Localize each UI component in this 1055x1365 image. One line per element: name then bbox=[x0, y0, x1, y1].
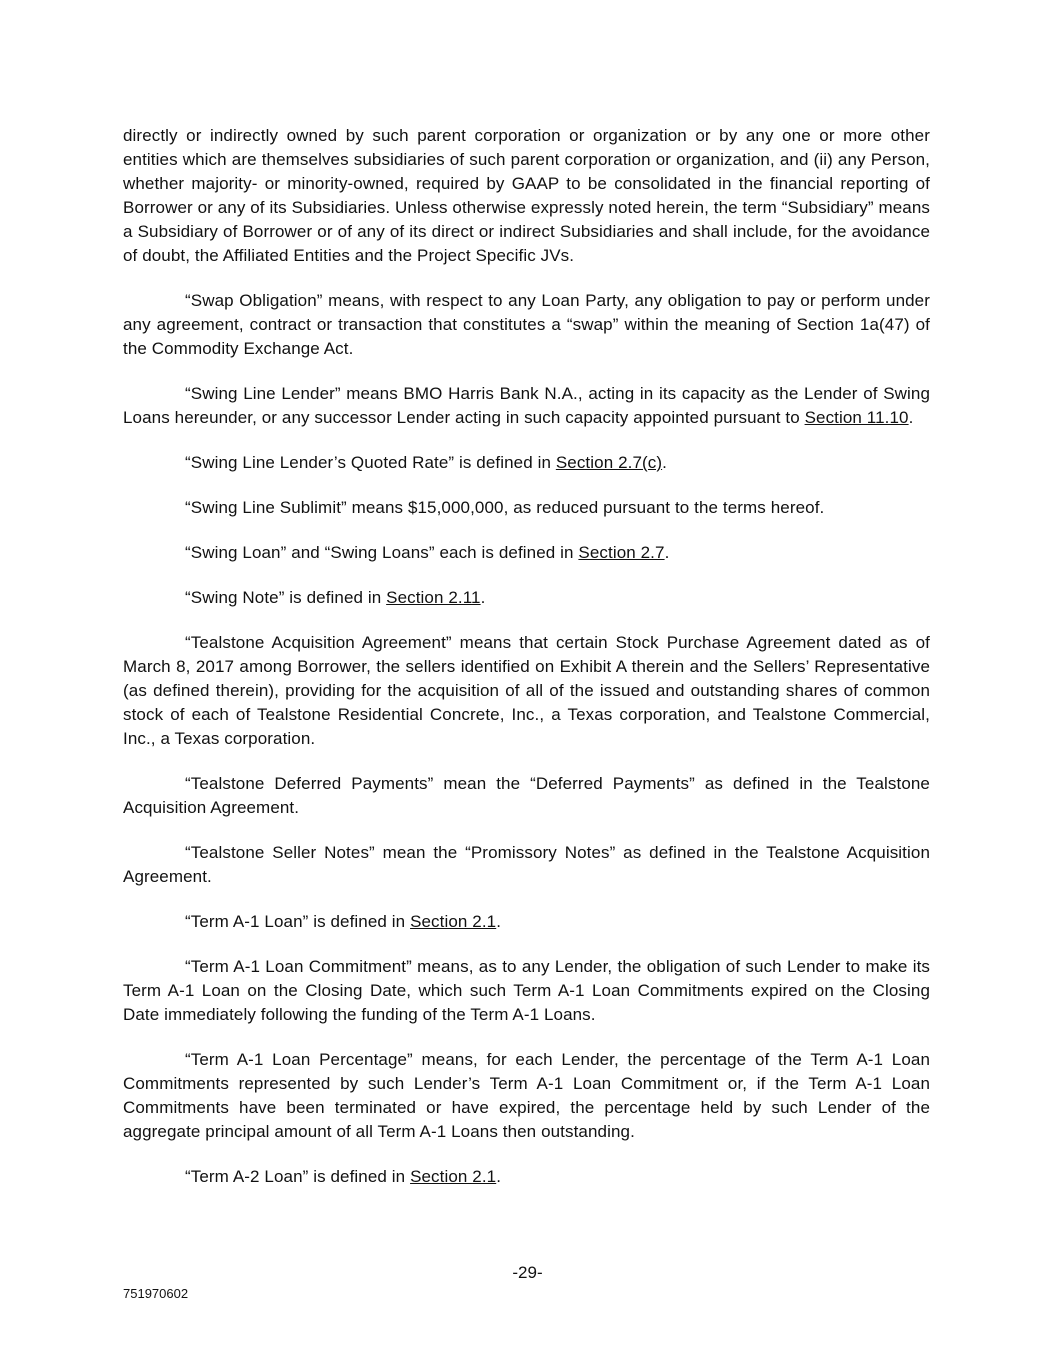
definition-swing-loan bbox=[123, 541, 930, 565]
definition-term-a1-loan-percentage bbox=[123, 1048, 930, 1144]
paragraph-text: “Term A-2 Loan” is defined in bbox=[185, 1167, 411, 1186]
paragraph-text: “Swing Note” is defined in bbox=[185, 588, 387, 607]
section-ref-2-7c: Section 2.7(c) bbox=[555, 453, 663, 472]
definition-term-a1-loan bbox=[123, 910, 930, 934]
section-ref-2-1: Section 2.1 bbox=[410, 912, 497, 931]
paragraph-text: . bbox=[662, 453, 667, 472]
paragraph-text: “Swing Line Lender” means BMO Harris Bank N.A., acting in its capacity as the Lender of Swing Loans hereunder, or any successor Lender acting in such capacity appointed pursuant to bbox=[123, 384, 930, 427]
paragraph-text: “Term A-1 Loan” is defined in bbox=[185, 912, 411, 931]
definition-term-a1-loan-commitment bbox=[123, 955, 930, 1027]
section-ref-2-1: Section 2.1 bbox=[410, 1167, 497, 1186]
definition-tealstone-seller-notes bbox=[123, 841, 930, 889]
section-ref-2-11: Section 2.11 bbox=[386, 588, 481, 607]
paragraph-text: “Swap Obligation” means, with respect to any Loan Party, any obligation to pay or perform under any agreement, contract or transaction that constitutes a “swap” within the meaning of Section 1a(47) of the Commodity Exchange Act. bbox=[123, 291, 930, 358]
document-body bbox=[123, 124, 930, 1210]
paragraph-text: “Term A-1 Loan Commitment” means, as to any Lender, the obligation of such Lender to make its Term A-1 Loan on the Closing Date, which such Term A-1 Loan Commitments expired on the Closing Date immediately following the funding of the Term A-1 Loans. bbox=[123, 957, 930, 1024]
section-ref-11-10: Section 11.10 bbox=[804, 408, 909, 427]
paragraph-subsidiary-definition-continuation bbox=[123, 124, 930, 268]
paragraph-text: . bbox=[496, 1167, 502, 1186]
paragraph-text: . bbox=[496, 912, 502, 931]
paragraph-text: “Tealstone Deferred Payments” mean the “Deferred Payments” as defined in the Tealstone Acquisition Agreement. bbox=[123, 774, 930, 817]
paragraph-text: “Term A-1 Loan Percentage” means, for each Lender, the percentage of the Term A-1 Loan Commitments represented by such Lender’s Term A-1 Loan Commitment or, if the Term A-1 Loan Commitments have been terminated or have expired, the percentage held by such Lender of the aggregate principal amount of all Term A-1 Loans then outstanding. bbox=[123, 1050, 930, 1141]
paragraph-text: . bbox=[664, 543, 670, 562]
definition-swing-line-sublimit bbox=[123, 496, 930, 520]
definition-tealstone-deferred-payments bbox=[123, 772, 930, 820]
paragraph-text: “Swing Line Lender’s Quoted Rate” is defined in bbox=[185, 453, 556, 472]
paragraph-text: . bbox=[480, 588, 486, 607]
definition-swap-obligation bbox=[123, 289, 930, 361]
definition-term-a2-loan bbox=[123, 1165, 930, 1189]
document-id-footer: 751970602 bbox=[123, 1286, 189, 1301]
paragraph-text: “Swing Loan” and “Swing Loans” each is defined in bbox=[185, 543, 579, 562]
definition-swing-line-lenders-quoted-rate bbox=[123, 451, 930, 475]
section-ref-2-7: Section 2.7 bbox=[578, 543, 665, 562]
paragraph-text: “Swing Line Sublimit” means $15,000,000, as reduced pursuant to the terms hereof. bbox=[185, 498, 825, 517]
definition-swing-line-lender bbox=[123, 382, 930, 430]
page-number: -29- bbox=[512, 1263, 543, 1282]
paragraph-text: directly or indirectly owned by such parent corporation or organization or by any one or more other entities which are themselves subsidiaries of such parent corporation or organization, and (ii) any Person, whether majority- or minority-owned, required by GAAP to be consolidated in the financial reporting of Borrower or any of its Subsidiaries. Unless otherwise expressly noted herein, the term “Subsidiary” means a Subsidiary of Borrower or of any of its direct or indirect Subsidiaries and shall include, for the avoidance of doubt, the Affiliated Entities and the Project Specific JVs. bbox=[123, 126, 931, 265]
paragraph-text: . bbox=[908, 408, 914, 427]
definition-tealstone-acquisition-agreement bbox=[123, 631, 930, 751]
paragraph-text: “Tealstone Acquisition Agreement” means that certain Stock Purchase Agreement dated as of March 8, 2017 among Borrower, the sellers identified on Exhibit A therein and the Sellers’ Representative (as defined therein), providing for the acquisition of all of the issued and outstanding shares of common stock of each of Tealstone Residential Concrete, Inc., a Texas corporation, and Tealstone Commercial, Inc., a Texas corporation. bbox=[123, 633, 930, 748]
definition-swing-note bbox=[123, 586, 930, 610]
paragraph-text: “Tealstone Seller Notes” mean the “Promissory Notes” as defined in the Tealstone Acquisition Agreement. bbox=[123, 843, 930, 886]
